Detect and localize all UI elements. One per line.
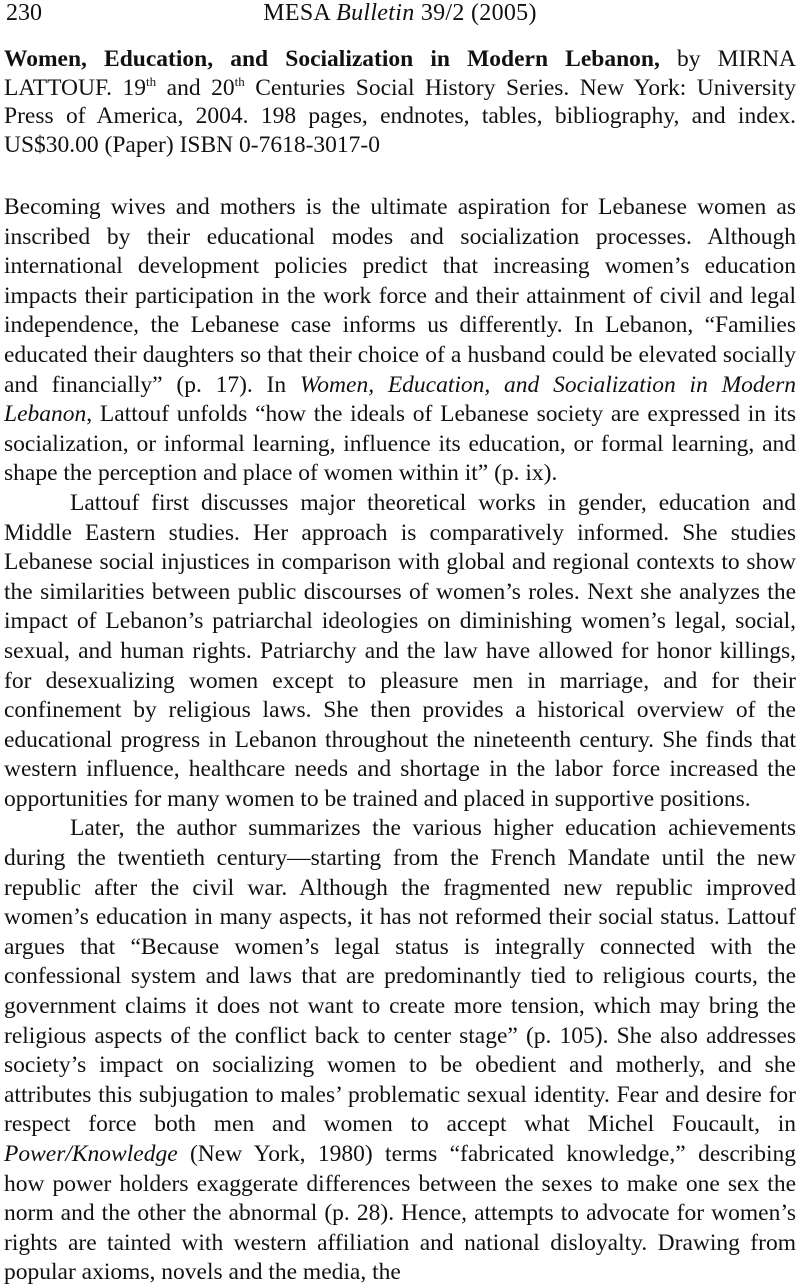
paragraph-1	[4, 193, 796, 489]
review-body	[4, 193, 796, 1288]
paragraph-3-text-a: Later, the author summarizes the various higher education achievements during the twentieth century—starting from the French Mandate until the new republic after the civil war. Although the fragmented new republic improved women’s education in many aspects, it has not reformed their social status. Lattouf argues that “Because women’s legal status is integrally connected with the confessional system and laws that are predominantly tied to religious courts, the government claims it does not want to create more tension, which may bring the religious aspects of the conflict back to center stage” (p. 105). She also addresses society’s impact on socializing women to be obedient and motherly, and she attributes this subjugation to males’ problematic sexual identity. Fear and desire for respect force both men and women to accept what Michel Foucault, in	[4, 815, 796, 1138]
journal-name: MESA	[263, 0, 330, 26]
citation-author: by MIRNA LATTOUF. 19	[4, 46, 797, 101]
paragraph-1-text-b: , Lattouf unfolds “how the ideals of Lebanese society are expressed in its socialization, or informal learning, influence its education, or formal learning, and shape the perception and place of women within it” (p. ix).	[4, 401, 796, 487]
paragraph-1-text-a: Becoming wives and mothers is the ultimate aspiration for Lebanese women as inscribed by their educational modes and socialization processes. Although international development policies predict that increasing women’s education impacts their participation in the work force and their attainment of civil and legal independence, the Lebanese case informs us differently. In Lebanon, “Families educated their daughters so that their choice of a husband could be elevated socially and financially” (p. 17). In	[4, 194, 796, 398]
book-review-page	[4, 0, 797, 1286]
book-citation	[4, 45, 796, 159]
paragraph-3-work-title: Power/Knowledge	[4, 1141, 178, 1167]
journal-header	[4, 0, 796, 28]
journal-issue: 39/2 (2005)	[420, 0, 537, 26]
running-head	[4, 0, 796, 34]
citation-and: and 20	[156, 74, 235, 101]
citation-details: Centuries Social History Series. New York: University Press of America, 2004. 198 pages, endnotes, tables, bibliography, and index. US$30.00 (Paper) ISBN 0-7618-3017-0	[4, 74, 796, 158]
paragraph-1-book-title: Women, Education, and Socialization in Modern Lebanon	[4, 371, 796, 428]
paragraph-3-text-b: (New York, 1980) terms “fabricated knowledge,” describing how power holders exaggerate differences between the sexes to make one sex the norm and the other the abnormal (p. 28). Hence, attempts to advocate for women’s rights are tainted with western affiliation and national disloyalty. Drawing from popular axioms, novels and the media, the	[4, 1141, 796, 1286]
paragraph-3	[4, 814, 796, 1288]
journal-bulletin: Bulletin	[336, 0, 415, 26]
paragraph-2: Lattouf first discusses major theoretical works in gender, education and Middle Eastern studies. Her approach is comparatively informed. She studies Lebanese social injustices in comparison with global and regional contexts to show the similarities between public discourses of women’s roles. Next she analyzes the impact of Lebanon’s patriarchal ideologies on diminishing women’s legal, social, sexual, and human rights. Patriarchy and the law have allowed for honor killings, for desexualizing women except to pleasure men in marriage, and for their confinement by religious laws. She then provides a historical overview of the educational progress in Lebanon throughout the nineteenth century. She finds that western influence, healthcare needs and shortage in the labor force increased the opportunities for many women to be trained and placed in supportive positions.	[4, 489, 796, 812]
citation-sup-1: th	[146, 73, 157, 89]
book-title: Women, Education, and Socialization in Modern Lebanon,	[4, 46, 660, 72]
page-number: 230	[6, 0, 42, 26]
citation-sup-2: th	[234, 73, 245, 89]
